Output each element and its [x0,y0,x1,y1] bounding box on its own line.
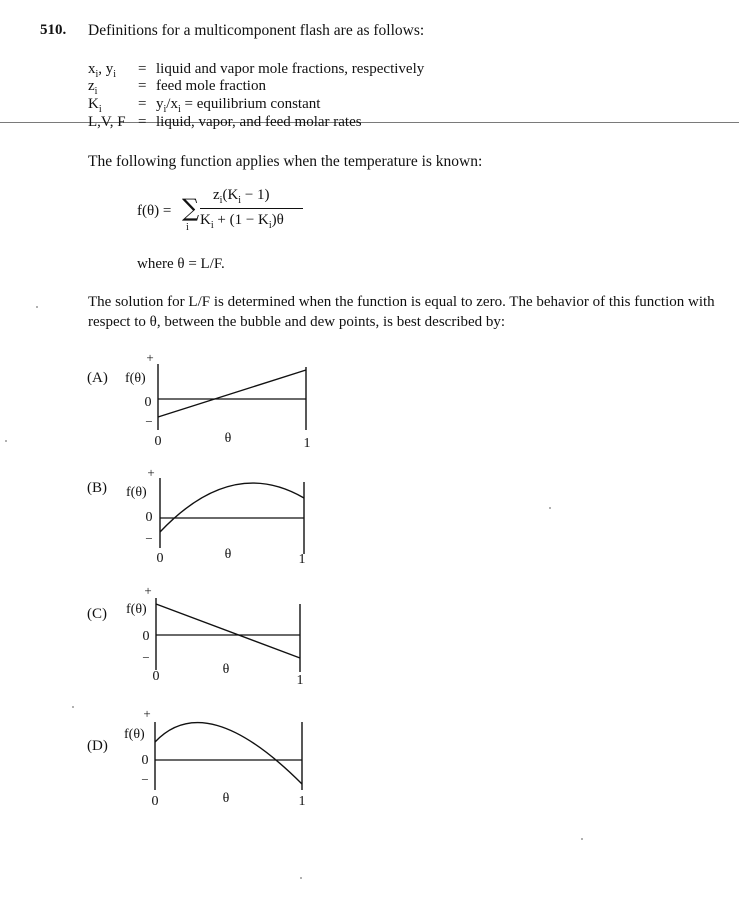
x-zero-label: 0 [151,794,159,809]
function-curve [156,604,300,658]
function-intro: The following function applies when the temperature is known: [88,153,483,170]
option-letter-c: (C) [87,606,107,622]
plus-tick-label: + [143,706,151,721]
function-curve [155,723,302,784]
function-curve [158,370,306,417]
minus-tick-label: − [142,650,150,665]
x-one-label: 1 [303,436,311,451]
function-curve [160,483,304,532]
y-axis-label: f(θ) [126,485,147,500]
def-term-lvf: L,V, F [88,114,126,130]
sum-symbol: ∑ [182,194,200,222]
x-one-label: 1 [298,794,306,809]
x-zero-label: 0 [156,551,164,566]
y-axis-label: f(θ) [124,727,145,742]
minus-tick-label: − [145,531,153,546]
scan-speck [5,440,7,442]
def-term-z: $z_i$ [88,78,98,97]
y-axis-label: f(θ) [126,602,147,617]
def-eq: = [138,96,147,112]
zero-label: 0 [141,753,149,768]
scan-speck [300,877,302,879]
def-term-k: $K_i$ [88,96,102,115]
formula-numerator: $z_i(K_i - 1)$ [213,187,270,206]
x-zero-label: 0 [152,669,160,684]
def-meaning: feed mole fraction [156,78,266,94]
plus-tick-label: + [146,350,154,365]
zero-label: 0 [142,629,150,644]
problem-intro: Definitions for a multicomponent flash are as follows: [88,22,425,39]
def-meaning: liquid and vapor mole fractions, respectively [156,61,425,77]
def-eq: = [138,114,147,130]
x-axis-label: θ [222,791,230,806]
x-zero-label: 0 [154,434,162,449]
def-eq: = [138,78,147,94]
formula-lhs: f(θ) = [137,203,172,219]
zero-label: 0 [145,510,153,525]
def-meaning: liquid, vapor, and feed molar rates [156,114,362,130]
def-term-xy: $x_i$, $y_i$ [88,61,117,80]
option-d-graph [120,702,360,812]
where-clause: where θ = L/F. [137,256,225,272]
formula-denominator: $K_i + (1 - K_i)\theta$ [200,212,284,231]
x-axis-label: θ [224,431,232,446]
def-eq: = [138,61,147,77]
plus-tick-label: + [147,465,155,480]
option-letter-d: (D) [87,738,108,754]
x-axis-label: θ [224,547,232,562]
option-c-graph [120,582,360,692]
option-letter-b: (B) [87,480,107,496]
problem-number: 510. [40,22,67,38]
option-a-graph [120,350,360,450]
plus-tick-label: + [144,583,152,598]
scan-speck [581,838,583,840]
option-letter-a: (A) [87,370,108,386]
scan-speck [72,706,74,708]
question-text: The solution for L/F is determined when the function is equal to zero. The behavior of this function with respect to θ, between the bubble and dew points, is best described by: [88,294,715,330]
fraction-bar [200,208,303,209]
x-axis-label: θ [222,662,230,677]
sum-index: i [186,222,189,233]
minus-tick-label: − [141,772,149,787]
zero-label: 0 [144,395,152,410]
scan-speck [36,306,38,308]
scan-speck [549,507,551,509]
option-b-graph [120,462,360,572]
minus-tick-label: − [145,414,153,429]
def-meaning-k: $y_i/x_i$ = equilibrium constant [156,96,321,115]
y-axis-label: f(θ) [125,371,146,386]
x-one-label: 1 [296,673,304,688]
x-one-label: 1 [298,552,306,567]
